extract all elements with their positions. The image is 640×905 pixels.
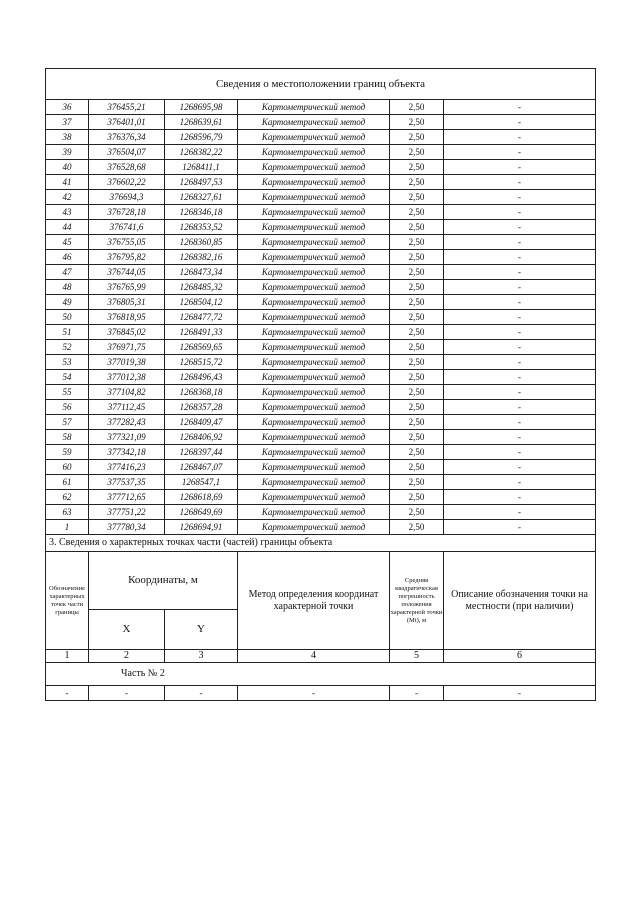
accuracy-cell: 2,50 [390,355,444,370]
point-number-cell: 50 [46,310,89,325]
accuracy-cell: 2,50 [390,415,444,430]
coord-x-cell: 377321,09 [89,430,165,445]
table-row [46,385,596,400]
method-cell: Картометрический метод [238,520,390,535]
coord-x-cell: 377112,45 [89,400,165,415]
coord-x-cell: 377780,34 [89,520,165,535]
dash-cell: - [238,686,390,701]
coord-x-cell: 376805,31 [89,295,165,310]
coord-x-cell: 376401,01 [89,115,165,130]
point-number-cell: 48 [46,280,89,295]
coord-x-cell: 377712,65 [89,490,165,505]
table-row [46,490,596,505]
accuracy-cell: 2,50 [390,310,444,325]
coord-y-cell: 1268406,92 [165,430,238,445]
accuracy-cell: 2,50 [390,205,444,220]
empty-data-row [46,686,596,701]
point-number-cell: 52 [46,340,89,355]
method-cell: Картометрический метод [238,115,390,130]
point-number-cell: 63 [46,505,89,520]
description-cell: - [444,355,596,370]
coord-y-cell: 1268649,69 [165,505,238,520]
point-number-cell: 62 [46,490,89,505]
description-cell: - [444,235,596,250]
coord-y-cell: 1268569,65 [165,340,238,355]
coord-y-cell: 1268491,33 [165,325,238,340]
column-number: 5 [390,650,444,663]
point-number-cell: 56 [46,400,89,415]
description-cell: - [444,445,596,460]
point-number-cell: 36 [46,100,89,115]
header-coordinates: Координаты, м [89,552,238,610]
accuracy-cell: 2,50 [390,295,444,310]
method-cell: Картометрический метод [238,175,390,190]
column-number: 1 [46,650,89,663]
method-cell: Картометрический метод [238,475,390,490]
coord-x-cell: 377012,38 [89,370,165,385]
description-cell: - [444,475,596,490]
table-row [46,355,596,370]
method-cell: Картометрический метод [238,295,390,310]
coord-x-cell: 376504,07 [89,145,165,160]
table-row [46,475,596,490]
coord-x-cell: 376694,3 [89,190,165,205]
column-number: 6 [444,650,596,663]
accuracy-cell: 2,50 [390,400,444,415]
column-number: 4 [238,650,390,663]
accuracy-cell: 2,50 [390,445,444,460]
method-cell: Картометрический метод [238,190,390,205]
coord-y-cell: 1268382,22 [165,145,238,160]
header-accuracy: Средняя квадратическая погрешность положения характерной точки (Mt), м [390,552,444,650]
description-cell: - [444,490,596,505]
method-cell: Картометрический метод [238,310,390,325]
accuracy-cell: 2,50 [390,265,444,280]
description-cell: - [444,190,596,205]
point-number-cell: 47 [46,265,89,280]
table-row [46,220,596,235]
header-method: Метод определения координат характерной точки [238,552,390,650]
table-row [46,430,596,445]
description-cell: - [444,520,596,535]
method-cell: Картометрический метод [238,265,390,280]
coord-x-cell: 376376,34 [89,130,165,145]
point-number-cell: 43 [46,205,89,220]
accuracy-cell: 2,50 [390,130,444,145]
coord-x-cell: 376818,95 [89,310,165,325]
method-cell: Картометрический метод [238,235,390,250]
header-description: Описание обозначения точки на местности (при наличии) [444,552,596,650]
point-number-cell: 40 [46,160,89,175]
dash-cell: - [165,686,238,701]
method-cell: Картометрический метод [238,415,390,430]
coord-y-cell: 1268368,18 [165,385,238,400]
accuracy-cell: 2,50 [390,220,444,235]
table-row [46,235,596,250]
description-cell: - [444,100,596,115]
description-cell: - [444,130,596,145]
table-row [46,100,596,115]
point-number-cell: 45 [46,235,89,250]
table-row [46,160,596,175]
description-cell: - [444,280,596,295]
document-sheet [45,68,595,701]
coord-x-cell: 377342,18 [89,445,165,460]
description-cell: - [444,145,596,160]
coord-y-cell: 1268382,16 [165,250,238,265]
coord-x-cell: 376765,99 [89,280,165,295]
point-number-cell: 53 [46,355,89,370]
method-cell: Картометрический метод [238,430,390,445]
description-cell: - [444,160,596,175]
coord-x-cell: 376602,22 [89,175,165,190]
method-cell: Картометрический метод [238,130,390,145]
description-cell: - [444,415,596,430]
coord-x-cell: 377104,82 [89,385,165,400]
coord-y-cell: 1268496,43 [165,370,238,385]
coord-y-cell: 1268497,53 [165,175,238,190]
accuracy-cell: 2,50 [390,250,444,265]
table-row [46,505,596,520]
description-cell: - [444,430,596,445]
table-row [46,115,596,130]
coord-y-cell: 1268618,69 [165,490,238,505]
accuracy-cell: 2,50 [390,490,444,505]
method-cell: Картометрический метод [238,490,390,505]
point-number-cell: 49 [46,295,89,310]
method-cell: Картометрический метод [238,100,390,115]
method-cell: Картометрический метод [238,385,390,400]
coord-y-cell: 1268360,85 [165,235,238,250]
accuracy-cell: 2,50 [390,190,444,205]
coord-y-cell: 1268346,18 [165,205,238,220]
coord-x-cell: 377537,35 [89,475,165,490]
table-row [46,325,596,340]
table-row [46,415,596,430]
accuracy-cell: 2,50 [390,475,444,490]
coord-x-cell: 376455,21 [89,100,165,115]
coord-x-cell: 376845,02 [89,325,165,340]
description-cell: - [444,220,596,235]
point-number-cell: 42 [46,190,89,205]
table-row [46,310,596,325]
column-number: 2 [89,650,165,663]
description-cell: - [444,370,596,385]
method-cell: Картометрический метод [238,445,390,460]
method-cell: Картометрический метод [238,370,390,385]
coord-x-cell: 376971,75 [89,340,165,355]
coord-x-cell: 377751,22 [89,505,165,520]
table-row [46,340,596,355]
description-cell: - [444,340,596,355]
point-number-cell: 38 [46,130,89,145]
dash-cell: - [390,686,444,701]
accuracy-cell: 2,50 [390,370,444,385]
point-number-cell: 39 [46,145,89,160]
dash-cell: - [46,686,89,701]
description-cell: - [444,325,596,340]
coord-x-cell: 377019,38 [89,355,165,370]
point-number-cell: 54 [46,370,89,385]
coord-y-cell: 1268477,72 [165,310,238,325]
accuracy-cell: 2,50 [390,100,444,115]
coord-x-cell: 376528,68 [89,160,165,175]
coord-y-cell: 1268485,32 [165,280,238,295]
point-number-cell: 1 [46,520,89,535]
point-number-cell: 44 [46,220,89,235]
table-row [46,145,596,160]
header-y: Y [165,610,238,650]
method-cell: Картометрический метод [238,355,390,370]
method-cell: Картометрический метод [238,400,390,415]
coord-y-cell: 1268397,44 [165,445,238,460]
coord-x-cell: 377416,23 [89,460,165,475]
table-title: Сведения о местоположении границ объекта [46,69,596,100]
section3-title-row [46,535,596,552]
method-cell: Картометрический метод [238,340,390,355]
coord-x-cell: 376741,6 [89,220,165,235]
column-numbers-row [46,650,596,663]
boundary-table [45,68,596,701]
point-number-cell: 55 [46,385,89,400]
header-point-designation: Обозначение характерных точек части границы [46,552,89,650]
method-cell: Картометрический метод [238,280,390,295]
accuracy-cell: 2,50 [390,340,444,355]
point-number-cell: 57 [46,415,89,430]
description-cell: - [444,205,596,220]
table-row [46,370,596,385]
coord-y-cell: 1268411,1 [165,160,238,175]
description-cell: - [444,460,596,475]
accuracy-cell: 2,50 [390,430,444,445]
description-cell: - [444,310,596,325]
accuracy-cell: 2,50 [390,235,444,250]
description-cell: - [444,505,596,520]
coord-x-cell: 376755,05 [89,235,165,250]
coord-y-cell: 1268357,28 [165,400,238,415]
table-row [46,400,596,415]
method-cell: Картометрический метод [238,505,390,520]
coord-y-cell: 1268504,12 [165,295,238,310]
point-number-cell: 60 [46,460,89,475]
description-cell: - [444,265,596,280]
description-cell: - [444,295,596,310]
accuracy-cell: 2,50 [390,280,444,295]
accuracy-cell: 2,50 [390,115,444,130]
accuracy-cell: 2,50 [390,175,444,190]
coord-y-cell: 1268547,1 [165,475,238,490]
description-cell: - [444,400,596,415]
description-cell: - [444,385,596,400]
method-cell: Картометрический метод [238,160,390,175]
coord-y-cell: 1268467,07 [165,460,238,475]
table-row [46,460,596,475]
table-row [46,280,596,295]
accuracy-cell: 2,50 [390,325,444,340]
table-row [46,175,596,190]
dash-cell: - [444,686,596,701]
table-row [46,190,596,205]
point-number-cell: 51 [46,325,89,340]
table-row [46,295,596,310]
accuracy-cell: 2,50 [390,505,444,520]
method-cell: Картометрический метод [238,325,390,340]
coord-x-cell: 376744,05 [89,265,165,280]
point-number-cell: 59 [46,445,89,460]
table-row [46,205,596,220]
coord-y-cell: 1268327,61 [165,190,238,205]
coord-y-cell: 1268515,72 [165,355,238,370]
part-label: Часть № 2 [46,663,596,686]
part-label-row [46,663,596,686]
method-cell: Картометрический метод [238,220,390,235]
coord-y-cell: 1268639,61 [165,115,238,130]
description-cell: - [444,175,596,190]
column-number: 3 [165,650,238,663]
header-x: X [89,610,165,650]
accuracy-cell: 2,50 [390,460,444,475]
coord-y-cell: 1268694,91 [165,520,238,535]
table-row [46,265,596,280]
method-cell: Картометрический метод [238,460,390,475]
accuracy-cell: 2,50 [390,385,444,400]
coord-y-cell: 1268695,98 [165,100,238,115]
accuracy-cell: 2,50 [390,520,444,535]
coord-y-cell: 1268473,34 [165,265,238,280]
table-title-row [46,69,596,100]
method-cell: Картометрический метод [238,250,390,265]
coord-y-cell: 1268409,47 [165,415,238,430]
accuracy-cell: 2,50 [390,160,444,175]
point-number-cell: 37 [46,115,89,130]
description-cell: - [444,115,596,130]
coord-y-cell: 1268353,52 [165,220,238,235]
coord-x-cell: 377282,43 [89,415,165,430]
point-number-cell: 61 [46,475,89,490]
table-row [46,520,596,535]
section3-title: 3. Сведения о характерных точках части (частей) границы объекта [46,535,596,552]
point-number-cell: 58 [46,430,89,445]
table-row [46,130,596,145]
method-cell: Картометрический метод [238,205,390,220]
description-cell: - [444,250,596,265]
coord-x-cell: 376795,82 [89,250,165,265]
coord-y-cell: 1268596,79 [165,130,238,145]
point-number-cell: 46 [46,250,89,265]
method-cell: Картометрический метод [238,145,390,160]
table-row [46,250,596,265]
accuracy-cell: 2,50 [390,145,444,160]
section3-header-row [46,552,596,610]
dash-cell: - [89,686,165,701]
point-number-cell: 41 [46,175,89,190]
table-row [46,445,596,460]
coord-x-cell: 376728,18 [89,205,165,220]
